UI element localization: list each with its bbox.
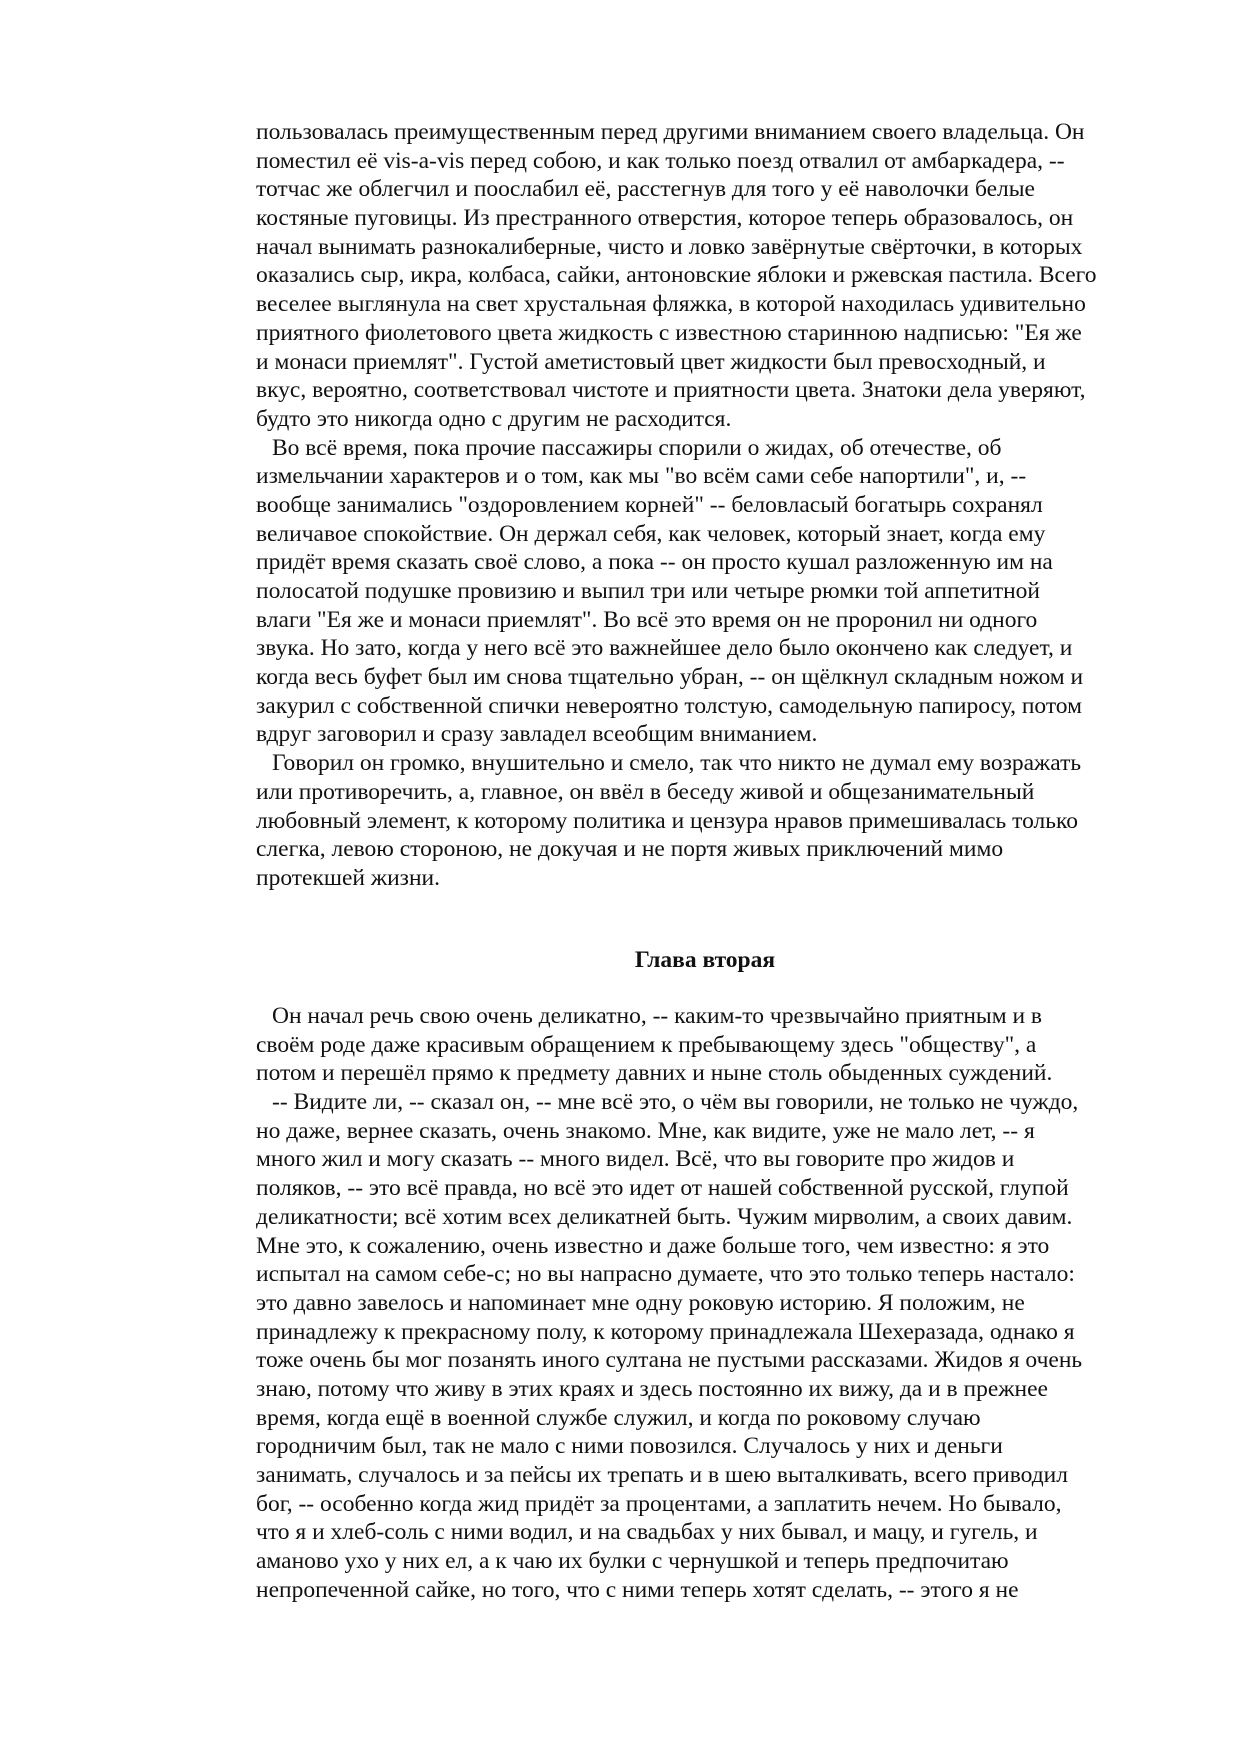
text-line: тотчас же облегчил и пооcлабил её, расстегнув для того у её наволочки белые [256, 176, 1035, 203]
text-line: и монаси приемлят". Густой аметистовый цвет жидкости был превосходный, и [256, 348, 1046, 375]
text-line: деликатности; всё хотим всех деликатней быть. Чужим мирволим, а своих давим. [256, 1203, 1073, 1230]
text-line: занимать, случалось и за пейсы их трепать и в шею выталкивать, всего приводил [256, 1462, 1068, 1488]
text-line: это давно завелось и напоминает мне одну роковую историю. Я положим, не [256, 1289, 1025, 1316]
text-line: полосатой подушке провизию и выпил три или четыре рюмки той аппетитной [256, 578, 1040, 604]
text-line: величавое спокойствие. Он держал себя, как человек, который знает, когда ему [256, 520, 1046, 547]
text-block-before-chapter [256, 118, 1156, 893]
text-line: слегка, левою стороною, не докучая и не портя живых приключений мимо [256, 836, 1004, 863]
text-line: Мне это, к сожалению, очень известно и даже больше того, чем известно: я это [256, 1232, 1050, 1259]
text-line: много жил и могу сказать -- много видел. Всё, что вы говорите про жидов и [256, 1146, 1015, 1173]
text-line: поместил её vis-a-vis перед собою, и как только поезд отвалил от амбаркадера, -- [256, 147, 1065, 174]
text-line: принадлежу к прекрасному полу, к которому принадлежала Шехеразада, однако я [256, 1318, 1075, 1345]
text-line: Во всё время, пока прочие пассажиры спорили о жидах, об отечестве, об [272, 434, 1002, 461]
text-line: костяные пуговицы. Из престранного отверстия, которое теперь образовалось, он [256, 205, 1074, 232]
text-line: влаги "Ея же и монаси приемлят". Во всё это время он не проронил ни одного [256, 606, 1038, 633]
text-line: тоже очень бы мог позанять иного султана не пустыми рассказами. Жидов я очень [256, 1347, 1083, 1374]
text-line: веселее выглянула на свет хрустальная фляжка, в которой находилась удивительно [256, 291, 1086, 318]
text-line: будто это никогда одно с другим не расходится. [256, 405, 732, 432]
text-line: звука. Но зато, когда у него всё это важнейшее дело было окончено как следует, и [256, 635, 1073, 662]
text-line: время, когда ещё в военной службе служил, и когда по роковому случаю [256, 1404, 981, 1431]
text-block-after-chapter [256, 1002, 1156, 1604]
text-line: испытал на самом себе-с; но вы напрасно думаете, что это только теперь настало: [256, 1261, 1075, 1288]
text-line: вдруг заговорил и сразу завладел всеобщим вниманием. [256, 721, 818, 748]
text-line: поляков, -- это всё правда, но всё это идет от нашей собственной русской, глупой [256, 1175, 1069, 1202]
text-line: закурил с собственной спички невероятно толстую, самодельную папиросу, потом [256, 692, 1082, 719]
text-line: -- Видите ли, -- сказал он, -- мне всё это, о чём вы говорили, не только не чуждо, [272, 1089, 1079, 1116]
text-line: или противоречить, а, главное, он ввёл в беседу живой и общезанимательный [256, 778, 1035, 805]
chapter-heading: Глава вторая [634, 947, 776, 973]
text-line: но даже, вернее сказать, очень знакомо. Мне, как видите, уже не мало лет, -- я [256, 1117, 1035, 1144]
text-line: бог, -- особенно когда жид придёт за процентами, а заплатить нечем. Но бывало, [256, 1490, 1062, 1517]
text-line: знаю, потому что живу в этих краях и здесь постоянно их вижу, да и в прежнее [256, 1375, 1048, 1402]
text-line: своём роде даже красивым обращением к пребывающему здесь "обществу", а [256, 1031, 1037, 1058]
text-line: придёт время сказать своё слово, а пока -- он просто кушал разложенную им на [256, 549, 1053, 576]
text-line: аманово ухо у них ел, а к чаю их булки с чернушкой и теперь предпочитаю [256, 1548, 1009, 1575]
text-line: оказались сыр, икра, колбаса, сайки, антоновские яблоки и ржевская пастила. Всего [256, 262, 1097, 289]
text-line: когда весь буфет был им снова тщательно убран, -- он щёлкнул складным ножом и [256, 664, 1084, 691]
text-line: измельчании характеров и о том, как мы "во всём сами себе напортили", и, -- [256, 463, 1027, 490]
text-line: вообще занимались "оздоровлением корней" -- беловласый богатырь сохранял [256, 491, 1043, 518]
text-line: городничим был, так не мало с ними повозился. Случалось у них и деньги [256, 1433, 1003, 1460]
text-line: непропеченной сайке, но того, что с ними теперь хотят сделать, -- этого я не [256, 1576, 1019, 1603]
text-line: потом и перешёл прямо к предмету давних и ныне столь обыденных суждений. [256, 1060, 1053, 1087]
text-line: Говорил он громко, внушительно и смело, так что никто не думал ему возражать [272, 750, 1082, 777]
text-line: что я и хлеб-соль с ними водил, и на свадьбах у них бывал, и мацу, и гугель, и [256, 1519, 1038, 1546]
text-line: протекшей жизни. [256, 864, 440, 891]
text-line: любовный элемент, к которому политика и цензура нравов примешивалась только [256, 807, 1078, 834]
text-line: приятного фиолетового цвета жидкость с известною старинною надписью: "Ея же [256, 319, 1082, 346]
text-line: пользовалась преимущественным перед другими вниманием своего владельца. Он [256, 119, 1085, 145]
text-line: вкус, вероятно, соответствовал чистоте и приятности цвета. Знатоки дела уверяют, [256, 377, 1086, 404]
text-line: Он начал речь свою очень деликатно, -- каким-то чрезвычайно приятным и в [272, 1003, 1042, 1029]
text-line: начал вынимать разнокалиберные, чисто и ловко завёрнутые свёрточки, в которых [256, 233, 1083, 260]
